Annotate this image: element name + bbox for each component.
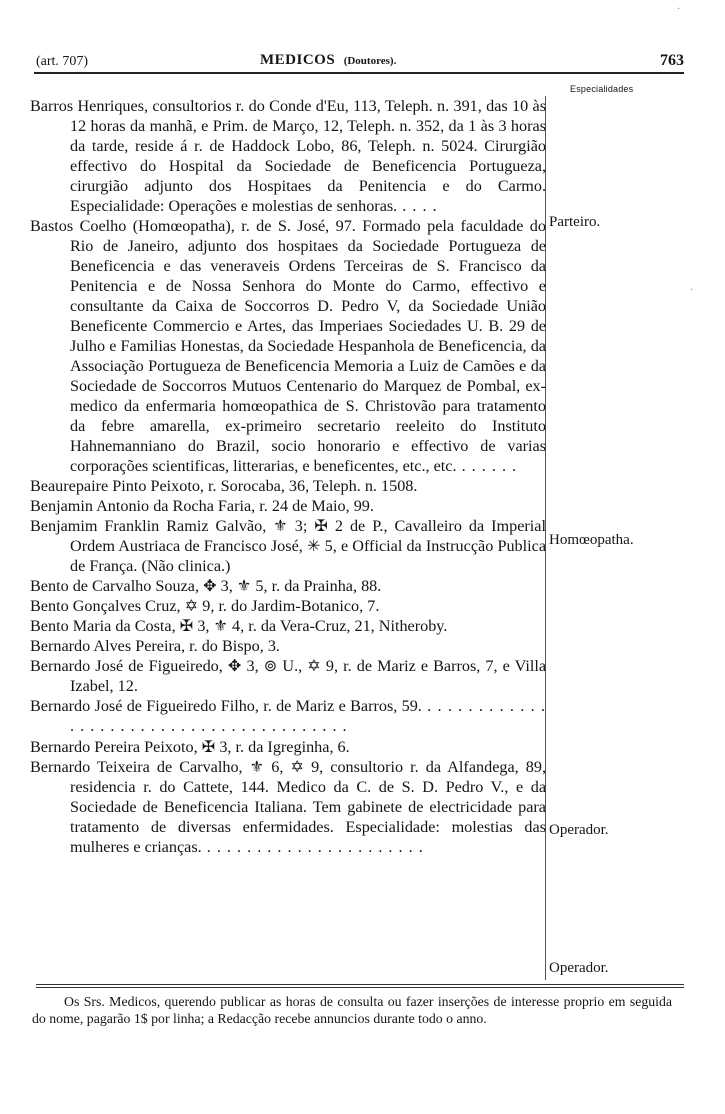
doctor-list bbox=[30, 96, 546, 857]
entry-text: Bento Gonçalves Cruz, ✡ 9, r. do Jardim-Botanico, 7. bbox=[30, 597, 380, 616]
specialty-column-heading: Especialidades bbox=[570, 84, 634, 94]
stray-mark: · bbox=[690, 285, 694, 296]
entry bbox=[30, 96, 546, 216]
entry bbox=[30, 576, 546, 596]
entry bbox=[30, 656, 546, 696]
article-reference: (art. 707) bbox=[36, 54, 89, 69]
entry-text: Benjamim Franklin Ramiz Galvão, ⚜ 3; ✠ 2 de P., Cavalleiro da Imperial Ordem Austriaca de Francisco José, ✳ 5, e Official da Instrucção Publica de França. (Não clinica.) bbox=[30, 517, 546, 576]
entry-text: Bastos Coelho (Homœopatha), r. de S. José, 97. Formado pela faculdade do Rio de Janeiro, adjunto dos hospitaes da Sociedade Portugueza de Beneficencia e das veneraveis Ordens Terceiras de S. Francisco da Penitencia e de Nossa Senhora do Monte do Carmo, effectivo e consultante da Caixa de Soccorros D. Pedro V, da Sociedade União Beneficente Commercio e Artes, das Imperiaes Sociedades U. B. 29 de Julho e Familias Honestas, da Sociedade Hespanhola de Beneficencia, da Associação Portugueza de Beneficencia Memoria a Luiz de Camões e da Sociedade de Soccorros Mutuos Centenario do Marquez de Pombal, ex-medico da enfermaria homœopathica de S. Christovão para tratamento da febre amarella, ex-primeiro secretario reeleito do Instituto Hahnemanniano do Brazil, socio honorario e effectivo de varias corporações scientificas, litterarias, e beneficentes, etc., etc. bbox=[30, 217, 546, 476]
entry-text: Bernardo Teixeira de Carvalho, ⚜ 6, ✡ 9, consultorio r. da Alfandega, 89, residencia r. do Cattete, 144. Medico da C. de S. D. Pedro V., e da Sociedade de Beneficencia Italiana. Tem gabinete de electricidade para tratamento de diversas enfermidades. Especialidade: molestias das mulheres e crianças. bbox=[30, 757, 546, 856]
page-number: 763 bbox=[660, 52, 684, 69]
entry-text: Bernardo José de Figueiredo, ✥ 3, ⊚ U., ✡ 9, r. de Mariz e Barros, 7, e Villa Izabel, 12. bbox=[30, 657, 546, 696]
specialty-label: Operador. bbox=[549, 822, 609, 838]
entry-text: Bernardo Pereira Peixoto, ✠ 3, r. da Igreginha, 6. bbox=[30, 737, 350, 756]
entry bbox=[30, 737, 546, 757]
entry bbox=[30, 596, 546, 616]
entry bbox=[30, 476, 546, 496]
entry-text: Beaurepaire Pinto Peixoto, r. Sorocaba, 36, Teleph. n. 1508. bbox=[30, 477, 418, 496]
specialty-label: Operador. bbox=[549, 960, 609, 976]
entry-text: Bernardo Alves Pereira, r. do Bispo, 3. bbox=[30, 637, 280, 656]
specialty-label: Parteiro. bbox=[549, 214, 601, 230]
entry-text: Bernardo José de Figueiredo Filho, r. de Mariz e Barros, 59. bbox=[30, 697, 422, 716]
leader-dots: . . . . . . . . . . . . . . . . . . . . . . . . . . . . . . . . . . . . . . . . bbox=[70, 697, 546, 736]
footer-rule bbox=[36, 987, 684, 988]
section-title-main: MEDICOS bbox=[260, 52, 336, 68]
entry bbox=[30, 496, 546, 516]
running-header bbox=[36, 52, 684, 72]
specialty-label: Homœopatha. bbox=[549, 532, 634, 548]
entry-text: Bento Maria da Costa, ✠ 3, ⚜ 4, r. da Vera-Cruz, 21, Nitheroby. bbox=[30, 617, 448, 636]
entry-text: Benjamin Antonio da Rocha Faria, r. 24 de Maio, 99. bbox=[30, 497, 374, 516]
footer-rule bbox=[36, 984, 684, 985]
leader-dots: . . . . . . . . . . . . . . . . . . . . . . bbox=[201, 837, 424, 856]
entry bbox=[30, 516, 546, 576]
entry bbox=[30, 757, 546, 857]
leader-dots: . . . . . . bbox=[456, 457, 518, 476]
entry bbox=[30, 616, 546, 636]
entry-text: Bento de Carvalho Souza, ✥ 3, ⚜ 5, r. da Prainha, 88. bbox=[30, 577, 382, 596]
stray-mark: · bbox=[677, 4, 681, 15]
leader-dots: . . . . bbox=[397, 197, 438, 216]
section-title bbox=[260, 52, 396, 69]
header-rule bbox=[34, 72, 684, 74]
entry-text: Barros Henriques, consultorios r. do Conde d'Eu, 113, Teleph. n. 391, das 10 às 12 horas da manhã, e Prim. de Março, 12, Teleph. n. 352, da 1 às 3 horas da tarde, reside á r. de Haddock Lobo, 86, Teleph. n. 5024. Cirurgião effectivo do Hospital da Sociedade de Beneficencia Portugueza, cirurgião adjunto dos Hospitaes da Penitencia e do Carmo. Especialidade: Operações e molestias de senhoras. bbox=[30, 97, 546, 216]
entry bbox=[30, 636, 546, 656]
entry bbox=[30, 696, 546, 736]
footer-notice: Os Srs. Medicos, querendo publicar as horas de consulta ou fazer inserções de interesse proprio em seguida do nome, pagarão 1$ por linha; a Redacção recebe annuncios durante todo o anno. bbox=[32, 994, 672, 1026]
section-title-sub: (Doutores). bbox=[343, 55, 397, 67]
entry bbox=[30, 216, 546, 476]
